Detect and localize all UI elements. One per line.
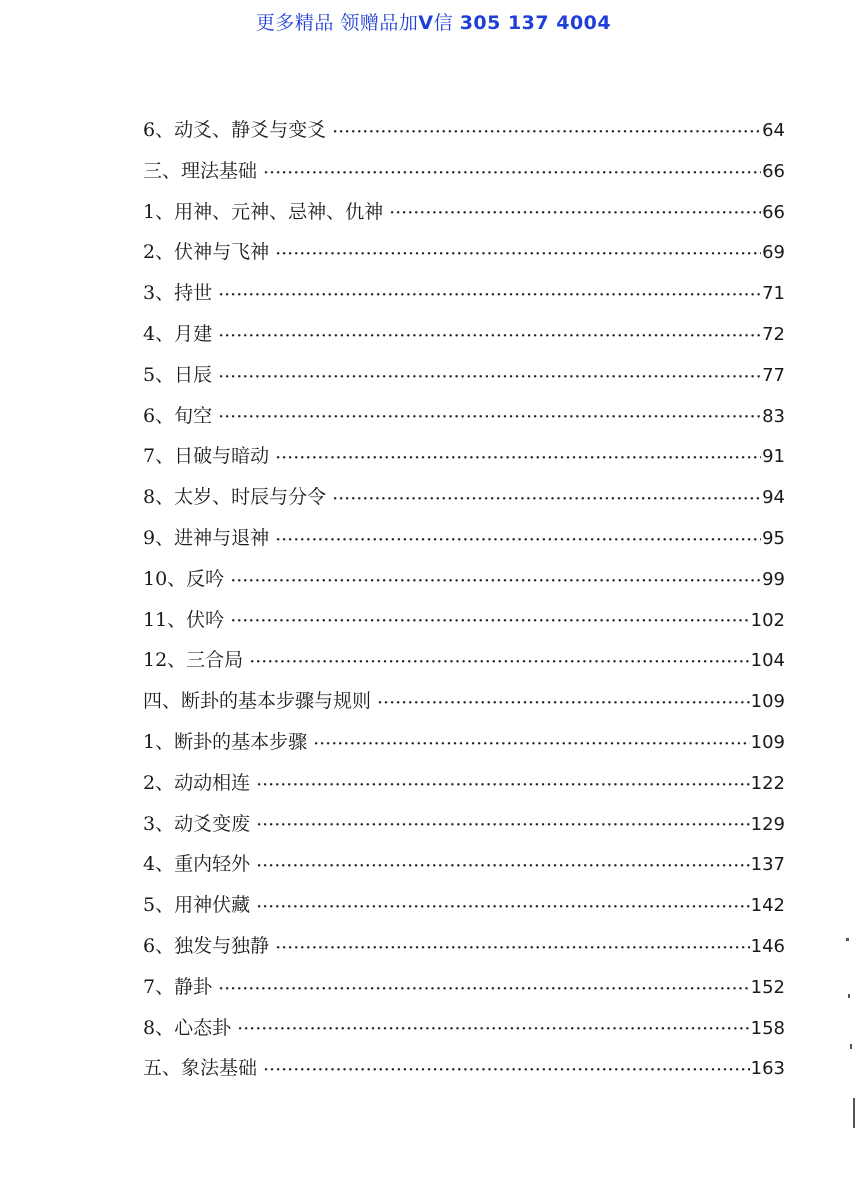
toc-leader-dots bbox=[218, 406, 761, 425]
toc-page-number: 77 bbox=[762, 364, 785, 386]
toc-entry-title: 10、反吟 bbox=[143, 567, 225, 590]
toc-entry bbox=[143, 559, 785, 600]
toc-leader-dots bbox=[275, 937, 750, 956]
toc-page-number: 72 bbox=[762, 323, 785, 345]
toc-page-number: 109 bbox=[750, 691, 785, 713]
toc-entry bbox=[143, 640, 785, 681]
toc-leader-dots bbox=[275, 529, 761, 548]
toc-entry bbox=[143, 192, 785, 233]
scan-artifact-mark bbox=[850, 1044, 852, 1049]
toc-entry bbox=[143, 804, 785, 845]
toc-entry-title: 6、动爻、静爻与变爻 bbox=[143, 119, 327, 141]
toc-leader-dots bbox=[263, 162, 761, 181]
scan-artifact-mark bbox=[846, 938, 849, 941]
toc-entry-title: 3、动爻变废 bbox=[143, 812, 251, 835]
toc-entry bbox=[143, 1008, 785, 1049]
toc-leader-dots bbox=[263, 1059, 750, 1078]
toc-page-number: 83 bbox=[762, 405, 785, 427]
toc-leader-dots bbox=[332, 121, 761, 140]
toc-leader-dots bbox=[377, 692, 750, 711]
watermark-phone: 305 137 4004 bbox=[459, 12, 612, 34]
toc-leader-dots bbox=[237, 1018, 750, 1037]
toc-entry-title: 7、日破与暗动 bbox=[143, 445, 270, 468]
toc-page-number: 69 bbox=[762, 242, 785, 264]
toc-entry bbox=[143, 151, 785, 192]
toc-entry-title: 12、三合局 bbox=[143, 649, 244, 672]
toc-page-number: 129 bbox=[750, 813, 785, 835]
toc-entry bbox=[143, 926, 785, 967]
toc-leader-dots bbox=[218, 284, 761, 303]
toc-page-number: 66 bbox=[762, 201, 785, 223]
scan-artifact-mark bbox=[848, 994, 850, 998]
toc-entry-title: 6、独发与独静 bbox=[143, 934, 270, 957]
toc-leader-dots bbox=[275, 447, 761, 466]
toc-entry-title: 7、静卦 bbox=[143, 975, 213, 998]
toc-entry bbox=[143, 355, 785, 396]
watermark-prefix: 更多精品 领赠品加 bbox=[255, 12, 419, 34]
scan-artifact-mark bbox=[853, 1098, 855, 1128]
toc-entry bbox=[143, 763, 785, 804]
toc-entry-title: 4、重内轻外 bbox=[143, 853, 251, 876]
toc-leader-dots bbox=[256, 855, 750, 874]
toc-entry bbox=[143, 477, 785, 518]
toc-entry-title: 三、理法基础 bbox=[143, 159, 258, 182]
toc-page-number: 94 bbox=[762, 487, 785, 509]
toc-leader-dots bbox=[218, 325, 761, 344]
toc-page-number: 71 bbox=[762, 283, 785, 305]
toc-leader-dots bbox=[313, 733, 750, 752]
toc-entry bbox=[143, 844, 785, 885]
toc-leader-dots bbox=[275, 243, 761, 262]
toc-leader-dots bbox=[230, 610, 749, 629]
toc-page-number: 64 bbox=[762, 120, 785, 141]
toc-leader-dots bbox=[218, 366, 761, 385]
toc-page-number: 158 bbox=[750, 1017, 785, 1039]
toc-entry-title: 1、断卦的基本步骤 bbox=[143, 730, 308, 753]
toc-entry-title: 2、动动相连 bbox=[143, 771, 251, 794]
toc-entry bbox=[143, 436, 785, 477]
toc-entry bbox=[143, 967, 785, 1008]
toc-entry bbox=[143, 396, 785, 437]
toc-page-number: 99 bbox=[762, 568, 785, 590]
toc-entry bbox=[143, 600, 785, 641]
toc-leader-dots bbox=[332, 488, 761, 507]
toc-page-number: 95 bbox=[762, 527, 785, 549]
toc-leader-dots bbox=[256, 774, 750, 793]
toc-leader-dots bbox=[249, 651, 749, 670]
toc-entry bbox=[143, 1048, 785, 1089]
toc-entry-title: 2、伏神与飞神 bbox=[143, 241, 270, 264]
toc-page-number: 102 bbox=[750, 609, 785, 631]
toc-page-number: 66 bbox=[762, 160, 785, 182]
toc-page-number: 146 bbox=[750, 935, 785, 957]
toc-page-number: 109 bbox=[750, 731, 785, 753]
toc-entry bbox=[143, 518, 785, 559]
toc-leader-dots bbox=[389, 202, 761, 221]
toc-entry bbox=[143, 722, 785, 763]
toc-entry-title: 5、日辰 bbox=[143, 363, 213, 386]
toc-page-number: 137 bbox=[750, 854, 785, 876]
toc-page-number: 122 bbox=[750, 772, 785, 794]
toc-entry-title: 11、伏吟 bbox=[143, 608, 225, 631]
toc-leader-dots bbox=[256, 814, 750, 833]
toc-entry-title: 8、心态卦 bbox=[143, 1016, 232, 1039]
toc-entry-title: 3、持世 bbox=[143, 282, 213, 305]
toc-entry bbox=[143, 273, 785, 314]
toc-page-number: 91 bbox=[762, 446, 785, 468]
toc-entry-title: 9、进神与退神 bbox=[143, 526, 270, 549]
toc-page-number: 152 bbox=[750, 976, 785, 998]
toc-entry bbox=[143, 885, 785, 926]
toc-page-number: 142 bbox=[750, 895, 785, 917]
toc-entry-title: 8、太岁、时辰与分令 bbox=[143, 486, 327, 509]
toc-entry-title: 四、断卦的基本步骤与规则 bbox=[143, 690, 372, 713]
table-of-contents bbox=[143, 110, 785, 1089]
toc-leader-dots bbox=[218, 978, 750, 997]
watermark-suffix: 信 bbox=[433, 12, 460, 34]
toc-leader-dots bbox=[256, 896, 750, 915]
toc-entry-title: 5、用神伏藏 bbox=[143, 894, 251, 917]
toc-entry bbox=[143, 232, 785, 273]
toc-entry bbox=[143, 681, 785, 722]
toc-leader-dots bbox=[230, 570, 761, 589]
toc-page-number: 104 bbox=[750, 650, 785, 672]
toc-page-number: 163 bbox=[750, 1058, 785, 1080]
toc-entry bbox=[143, 110, 785, 151]
toc-entry-title: 五、象法基础 bbox=[143, 1057, 258, 1080]
watermark-banner bbox=[0, 8, 867, 35]
toc-entry-title: 6、旬空 bbox=[143, 404, 213, 427]
toc-entry bbox=[143, 314, 785, 355]
toc-entry-title: 1、用神、元神、忌神、仇神 bbox=[143, 200, 384, 223]
watermark-bold-letter: V bbox=[418, 12, 434, 34]
toc-entry-title: 4、月建 bbox=[143, 322, 213, 345]
